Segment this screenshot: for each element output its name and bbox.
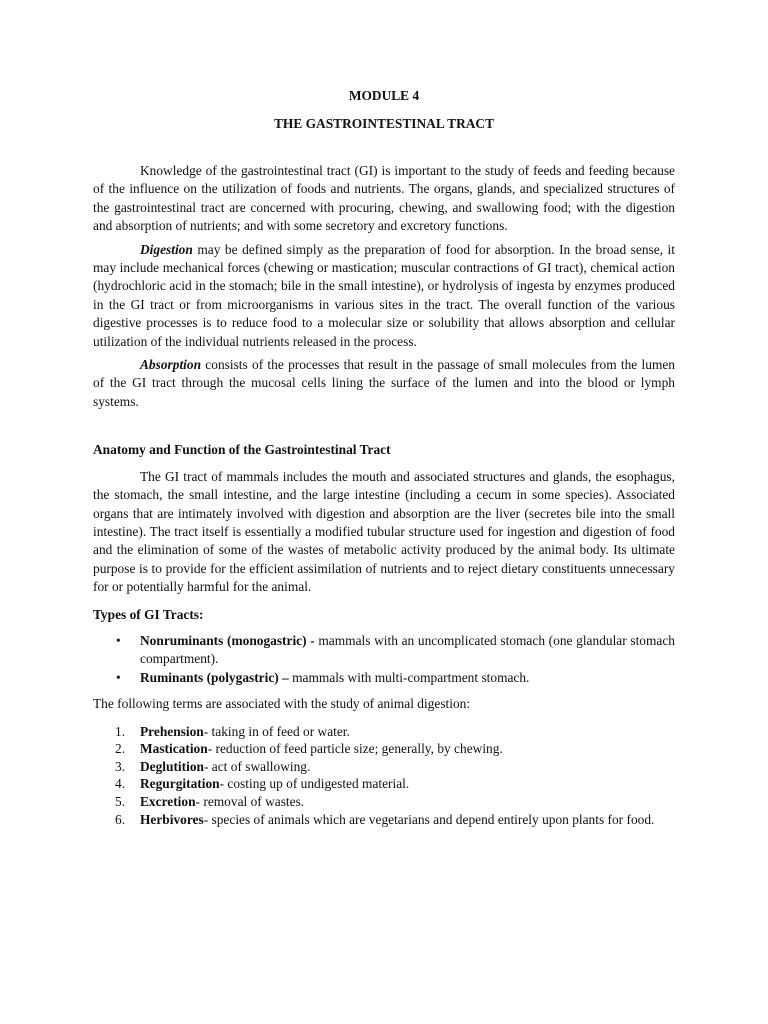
page-content — [93, 86, 675, 828]
bullet-icon: • — [116, 669, 121, 685]
list-item — [116, 669, 675, 687]
term-definition: - reduction of feed particle size; generally, by chewing. — [207, 741, 503, 757]
term-name: Regurgitation — [140, 776, 220, 792]
list-item — [115, 775, 675, 793]
list-item — [115, 723, 675, 741]
term-name: Prehension — [140, 723, 204, 739]
page-title: THE GASTROINTESTINAL TRACT — [273, 116, 495, 131]
intro-paragraph: Knowledge of the gastrointestinal tract (GI) is important to the study of feeds and feeding because of the influence on the utilization of foods and nutrients. The organs, glands, and specialized structures of the gastrointestinal tract are concerned with procuring, chewing, and swallowing food; with the digestion and absorption of nutrients; and with some secretory and excretory functions. — [93, 163, 675, 234]
term-name: Herbivores — [140, 811, 204, 827]
term-definition: - act of swallowing. — [203, 758, 311, 774]
type-term: Nonruminants (monogastric) - — [140, 632, 315, 648]
terms-list — [93, 723, 675, 829]
list-item — [115, 740, 675, 758]
type-text: mammals with an uncomplicated stomach (one glandular stomach compartment). — [140, 632, 675, 667]
term-definition: - removal of wastes. — [195, 793, 305, 809]
type-term: Ruminants (polygastric) – — [140, 669, 289, 685]
item-number: 2. — [115, 741, 126, 757]
type-text: mammals with multi-compartment stomach. — [288, 669, 530, 685]
list-item — [115, 811, 675, 829]
module-label: MODULE 4 — [348, 88, 420, 103]
types-list — [93, 632, 675, 687]
term-definition: - taking in of feed or water. — [203, 723, 350, 739]
item-number: 1. — [115, 723, 126, 739]
list-item — [115, 793, 675, 811]
term-definition: - costing up of undigested material. — [219, 776, 410, 792]
term-name: Mastication — [140, 741, 208, 757]
absorption-term: Absorption — [140, 357, 202, 373]
item-number: 6. — [115, 811, 126, 827]
absorption-paragraph — [93, 356, 675, 411]
terms-intro: The following terms are associated with the study of animal digestion: — [93, 696, 471, 712]
digestion-term: Digestion — [140, 241, 193, 257]
anatomy-paragraph: The GI tract of mammals includes the mouth and associated structures and glands, the esophagus, the stomach, the small intestine, and the large intestine (including a cecum in some species). Associated organs that are intimately involved with digestion and absorption are the liver (secretes bile into the small intestine). The tract itself is essentially a modified tubular structure used for ingestion and digestion of food and the elimination of some of the wastes of metabolic activity produced by the animal body. Its ultimate purpose is to provide for the efficient assimilation of nutrients and to reject dietary constituents unnecessary for or potentially harmful for the animal. — [93, 468, 675, 595]
absorption-text: consists of the processes that result in the passage of small molecules from the lumen of the GI tract through the mucosal cells lining the surface of the lumen and into the blood or lymph systems. — [93, 357, 675, 409]
item-number: 5. — [115, 793, 126, 809]
list-item — [115, 758, 675, 776]
types-heading: Types of GI Tracts: — [93, 606, 204, 622]
term-name: Deglutition — [140, 758, 204, 774]
digestion-paragraph — [93, 241, 675, 351]
term-name: Excretion — [140, 793, 196, 809]
anatomy-heading: Anatomy and Function of the Gastrointestinal Tract — [93, 442, 391, 458]
term-definition: - species of animals which are vegetarians and depend entirely upon plants for food. — [203, 811, 655, 827]
list-item — [116, 632, 675, 669]
bullet-icon: • — [116, 632, 121, 648]
item-number: 3. — [115, 758, 126, 774]
digestion-text: may be defined simply as the preparation of food for absorption. In the broad sense, it may include mechanical forces (chewing or mastication; muscular contractions of GI tract), chemical action (hydrochloric acid in the stomach; bile in the small intestine), or hydrolysis of ingesta by enzymes produced in the GI tract or from microorganisms in various sites in the tract. The overall function of the various digestive processes is to reduce food to a molecular size or solubility that allows absorption and cellular utilization of the individual nutrients released in the process. — [93, 241, 675, 349]
item-number: 4. — [115, 776, 126, 792]
